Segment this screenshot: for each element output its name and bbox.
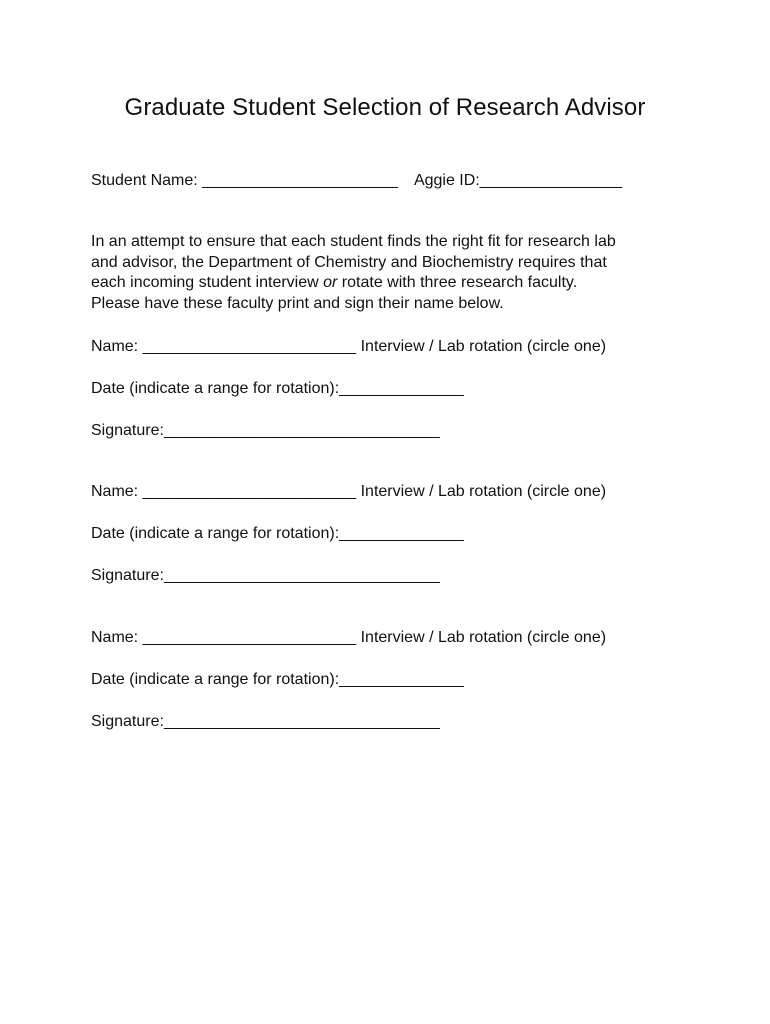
signature-field[interactable]: Signature:_______________________________: [91, 567, 440, 584]
meeting-type-choice[interactable]: Interview / Lab rotation (circle one): [360, 338, 607, 355]
student-name-field[interactable]: Student Name: ______________________: [91, 172, 398, 189]
intro-line-3-end: rotate with three research faculty.: [337, 274, 578, 291]
intro-line-3: [91, 273, 681, 294]
meeting-type-choice[interactable]: Interview / Lab rotation (circle one): [360, 629, 607, 646]
page-title: Graduate Student Selection of Research Advisor: [124, 94, 646, 121]
intro-line-2: and advisor, the Department of Chemistry and Biochemistry requires that: [91, 253, 607, 271]
rotation-date-field[interactable]: Date (indicate a range for rotation):______________: [91, 525, 464, 542]
signature-field[interactable]: Signature:_______________________________: [91, 713, 440, 730]
aggie-id-field[interactable]: Aggie ID:________________: [413, 172, 623, 189]
faculty-name-field[interactable]: Name: ________________________: [91, 338, 357, 355]
faculty-name-field[interactable]: Name: ________________________: [91, 629, 357, 646]
meeting-type-choice[interactable]: Interview / Lab rotation (circle one): [360, 483, 607, 500]
faculty-name-row: [91, 628, 606, 648]
faculty-name-row: [91, 482, 606, 502]
student-info-row: [91, 171, 622, 191]
intro-emphasis-or: or: [323, 274, 338, 291]
intro-line-3-start: each incoming student interview: [91, 274, 324, 291]
intro-line-4: Please have these faculty print and sign their name below.: [91, 294, 504, 312]
rotation-date-field[interactable]: Date (indicate a range for rotation):______________: [91, 671, 464, 688]
rotation-date-field[interactable]: Date (indicate a range for rotation):______________: [91, 380, 464, 397]
signature-field[interactable]: Signature:_______________________________: [91, 422, 440, 439]
intro-line-1: In an attempt to ensure that each student finds the right fit for research lab: [91, 233, 616, 250]
faculty-name-field[interactable]: Name: ________________________: [91, 483, 357, 500]
instructions-paragraph: [91, 232, 681, 314]
faculty-name-row: [91, 337, 606, 357]
